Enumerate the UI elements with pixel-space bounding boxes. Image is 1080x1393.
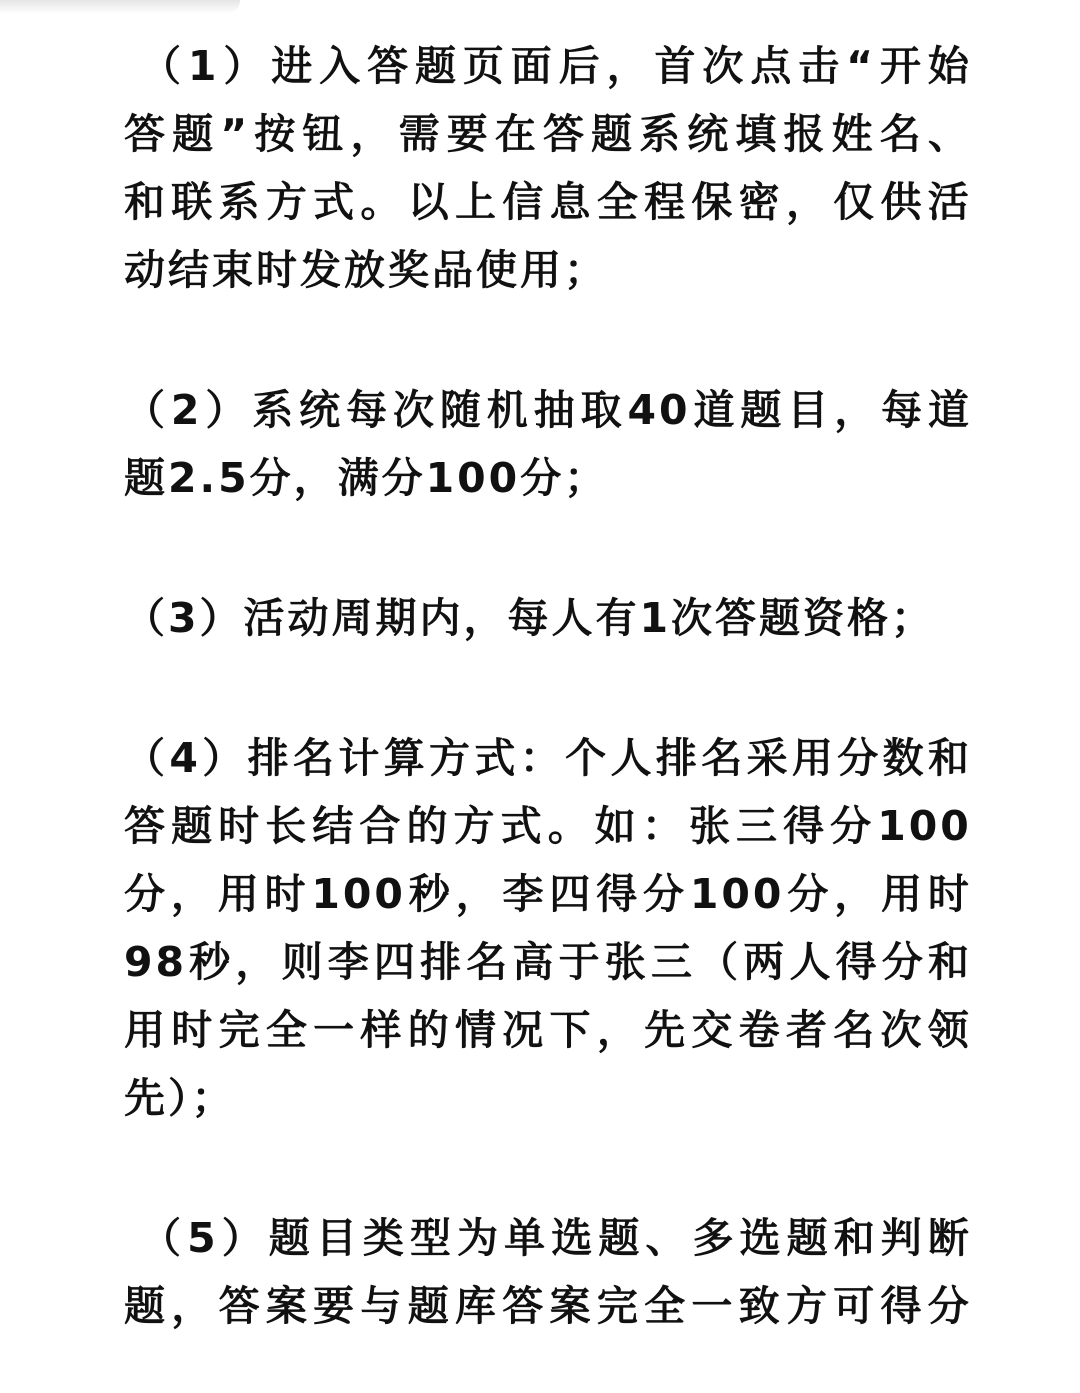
rule-5 — [124, 1204, 972, 1340]
rule-5-line-2: 题 ， 答 案 要 与 题 库 答 案 完 全 一 致 方 可 得 分 — [124, 1282, 972, 1330]
rule-1 — [124, 32, 972, 304]
rule-4 — [124, 724, 972, 1132]
rule-4-line-4: 98 秒 ， 则 李 四 排 名 高 于 张 三 （ 两 人 得 分 和 — [124, 938, 972, 986]
top-shadow-decoration — [0, 0, 240, 14]
rule-2-line-1: （ 2 ） 系 统 每 次 随 机 抽 取 40 道 题 目 ， 每 道 — [124, 386, 972, 434]
rule-4-line-2: 答 题 时 长 结 合 的 方 式 。 如 ： 张 三 得 分 100 — [124, 802, 972, 850]
rule-4-line-3: 分 ， 用 时 100 秒 ， 李 四 得 分 100 分 ， 用 时 — [124, 870, 972, 918]
rule-1-line-4: 动结束时发放奖品使用； — [124, 246, 608, 294]
rule-2-line-2: 题2.5分，满分100分； — [124, 454, 609, 502]
rule-4-line-5: 用 时 完 全 一 样 的 情 况 下 ， 先 交 卷 者 名 次 领 — [124, 1006, 972, 1054]
rule-4-line-6: 先）； — [124, 1074, 236, 1122]
rule-2 — [124, 376, 972, 512]
rule-1-line-3: 和 联 系 方 式 。 以 上 信 息 全 程 保 密 ， 仅 供 活 — [124, 178, 972, 226]
rule-4-line-1: （ 4 ） 排 名 计 算 方 式 ： 个 人 排 名 采 用 分 数 和 — [124, 734, 972, 782]
rules-list — [124, 32, 972, 1340]
rule-1-line-2: 答 题 ” 按 钮 ， 需 要 在 答 题 系 统 填 报 姓 名 、 — [124, 110, 972, 158]
rule-1-line-1: （ 1 ） 进 入 答 题 页 面 后 ， 首 次 点 击 “ 开 始 — [140, 42, 972, 90]
rule-3 — [124, 584, 972, 652]
rule-5-line-1: （ 5 ） 题 目 类 型 为 单 选 题 、 多 选 题 和 判 断 — [140, 1214, 972, 1262]
rule-3-line-1: （3）活动周期内，每人有1次答题资格； — [124, 594, 936, 642]
